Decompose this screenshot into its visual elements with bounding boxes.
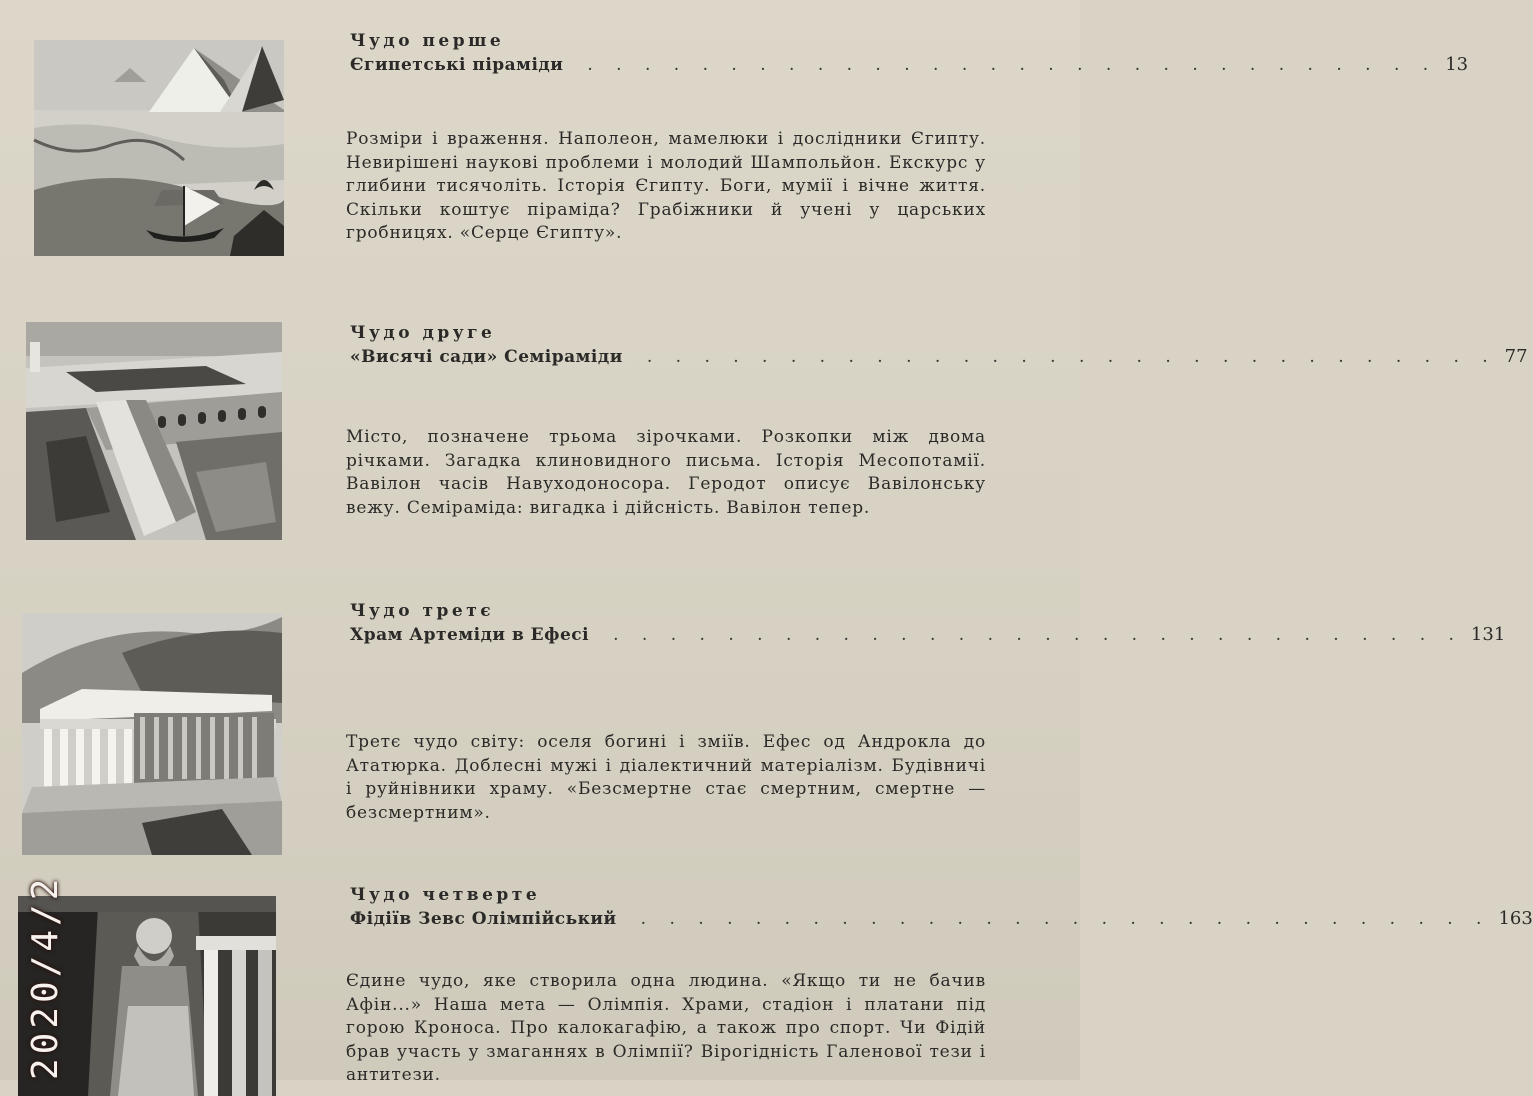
chapter-heading [350,600,1506,648]
chapter-label: Чудо друге [350,323,496,343]
dot-leader: . . . . . . . . . . . . . . . . . . . . . . . . . . . . . . [640,909,1491,929]
chapter-label: Чудо четверте [350,885,541,905]
chapter-description: Місто, позначене трьома зірочками. Розкопки між двома річками. Загадка клиновидного письма. Історія Месопотамії. Вавілон часів Навуходоносора. Геродот описує Вавілонську вежу. Семіраміда: вигадка і дійсність. Вавілон тепер. [346,427,986,518]
dot-leader: . . . . . . . . . . . . . . . . . . . . . . . . . . . . . . [646,347,1497,367]
chapter-title: Храм Артеміди в Ефесі [350,625,590,645]
dot-leader: . . . . . . . . . . . . . . . . . . . . . . . . . . . . . . [587,55,1438,75]
temple-of-artemis-illustration [22,613,282,855]
chapter-description: Єдине чудо, яке створила одна людина. «Якщо ти не бачив Афін...» Наша мета — Олімпія. Храми, стадіон і платани під горою Кроноса. Про калокагафію, а також про спорт. Чи Фідій брав участь у змаганнях в Олімпії? Вірогідність Галенової тези і антитези. [346,971,986,1085]
chapter-title: Фідіїв Зевс Олімпійський [350,909,617,929]
chapter-heading [350,322,1528,370]
chapter-description: Розміри і враження. Наполеон, мамелюки і дослідники Єгипту. Невирішені наукові проблеми і молодий Шампольйон. Екскурс у глибини тисячоліть. Історія Єгипту. Боги, мумії і вічне життя. Скільки коштує піраміда? Грабіжники й учені у царських гробницях. «Серце Єгипту». [346,129,986,243]
chapter-heading [350,30,1469,78]
page-number: 131 [1470,624,1506,645]
toc-line[interactable] [350,54,1469,78]
dot-leader: . . . . . . . . . . . . . . . . . . . . . . . . . . . . . . [613,625,1463,645]
page-number: 163 [1498,908,1533,929]
chapter-heading [350,884,1533,932]
toc-line[interactable] [350,624,1506,648]
photo-timestamp: 2020/4/2 [25,874,66,1080]
chapter-title: «Висячі сади» Семіраміди [350,347,623,367]
chapter-title: Єгипетські піраміди [350,55,564,75]
toc-line[interactable] [350,908,1533,932]
chapter-label: Чудо перше [350,31,505,51]
pyramids-illustration [34,40,284,256]
toc-line[interactable] [350,346,1528,370]
chapter-description: Третє чудо світу: оселя богині і зміїв. Ефес од Андрокла до Ататюрка. Доблесні мужі і діалектичний матеріалізм. Будівничі і руйнівники храму. «Безсмертне стає смертним, смертне — безсмертним». [346,732,986,823]
page-number: 77 [1504,346,1528,367]
hanging-gardens-illustration [26,322,282,540]
chapter-label: Чудо третє [350,601,495,621]
page-number: 13 [1445,54,1469,75]
